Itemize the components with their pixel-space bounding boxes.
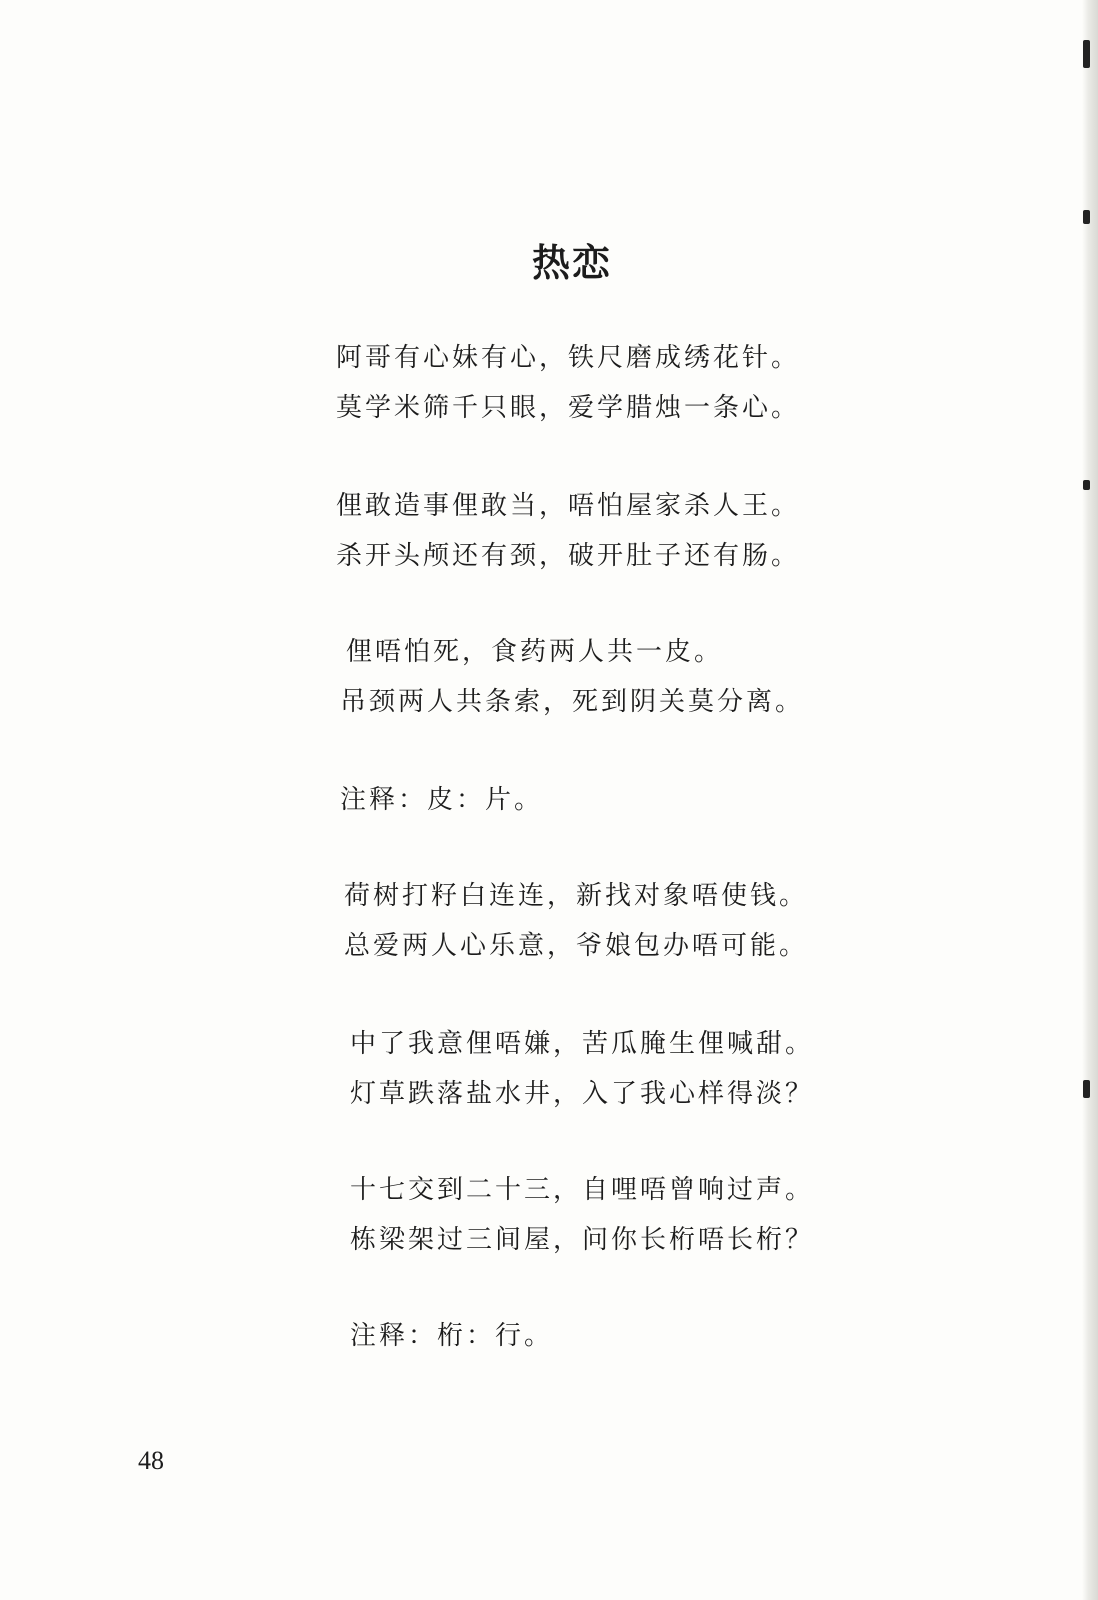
scan-edge-mark <box>1083 1080 1090 1098</box>
scanned-page-edge <box>1082 0 1098 1600</box>
annotation-note: 注释：皮：片。 <box>340 785 544 815</box>
scan-edge-mark <box>1083 40 1090 68</box>
poem-line: 荷树打籽白连连，新找对象唔使钱。 <box>344 881 809 911</box>
poem-line: 栋梁架过三间屋，问你长桁唔长桁？ <box>350 1225 815 1255</box>
poem-line: 阿哥有心妹有心，铁尺磨成绣花针。 <box>336 343 801 373</box>
annotation-note: 注释：桁：行。 <box>350 1321 554 1351</box>
poem-line: 莫学米筛千只眼，爱学腊烛一条心。 <box>336 393 801 423</box>
poem-line: 吊颈两人共条索，死到阴关莫分离。 <box>340 687 805 717</box>
page-number: 48 <box>138 1446 164 1475</box>
poem-title: 热恋 <box>531 241 612 285</box>
poem-line: 中了我意俚唔嫌，苦瓜腌生俚喊甜。 <box>350 1029 815 1059</box>
poem-line: 十七交到二十三，自哩唔曾响过声。 <box>350 1175 815 1205</box>
poem-line: 俚唔怕死，食药两人共一皮。 <box>346 637 724 667</box>
poem-line: 俚敢造事俚敢当，唔怕屋家杀人王。 <box>336 491 801 521</box>
poem-line: 杀开头颅还有颈，破开肚子还有肠。 <box>336 541 801 571</box>
scan-edge-mark <box>1083 210 1090 224</box>
poem-line: 总爱两人心乐意，爷娘包办唔可能。 <box>344 931 809 961</box>
poem-line: 灯草跌落盐水井，入了我心样得淡？ <box>350 1079 815 1109</box>
scan-edge-mark <box>1083 480 1090 490</box>
